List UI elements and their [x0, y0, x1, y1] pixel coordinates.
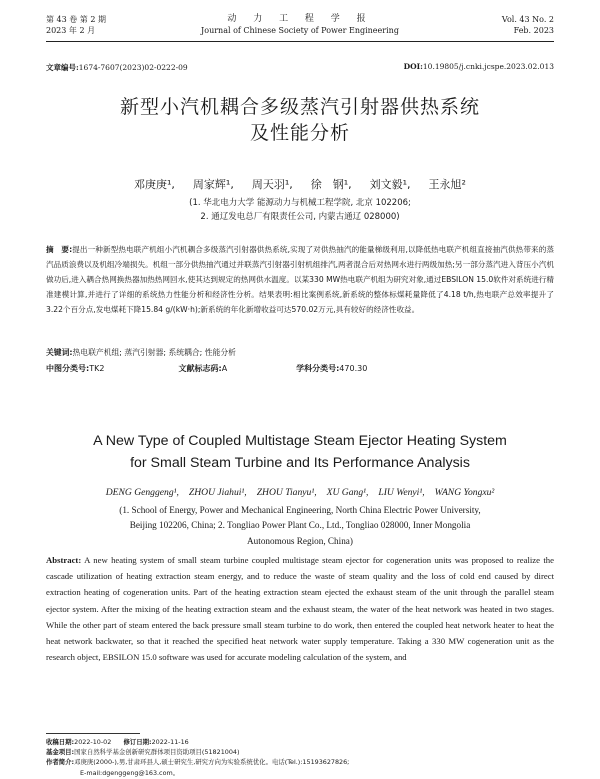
header-rule	[46, 41, 554, 42]
chinese-abstract	[46, 242, 554, 317]
author: 刘文毅¹,	[369, 178, 411, 191]
abstract-label: Abstract:	[46, 555, 82, 565]
author: 周天羽¹,	[251, 178, 293, 191]
author: LIU Wenyi¹,	[378, 487, 425, 498]
english-title: A New Type of Coupled Multistage Steam Ejector Heating System for Small Steam Turbine and Its Performance Analysis	[93, 433, 507, 471]
chinese-authors	[46, 176, 554, 192]
author: 王永旭²	[428, 178, 466, 191]
author: 周家辉¹,	[192, 178, 234, 191]
author: 徐 钢¹,	[310, 178, 352, 191]
author: ZHOU Tianyu¹,	[256, 487, 317, 498]
volume-issue-en: Vol. 43 No. 2 Feb. 2023	[501, 15, 554, 35]
author: 邓庚庚¹,	[134, 178, 175, 191]
running-header	[46, 14, 554, 42]
abstract-text: 提出一种新型热电联产机组小汽机耦合多级蒸汽引射器供热系统,实现了对供热抽汽的能量梯级利用,以降低热电联产机组直接抽汽供热带来的蒸汽品质浪费以及机组冷端损失。机组一部分供热抽汽通过并联蒸汽引射器引射机组排汽,两者混合后对热网水进行两级加热;另一部分蒸汽进入背压小汽机做功后,进入耦合热网换热器加热热网回水,使其达到规定的热网供水温度。以某330 MW热电联产机组为研究对象,通过EBSILON 15.0软件对系统进行精准建模计算,并进行了详细的系统热力性能分析和经济性分析。结果表明:相比案例系统,新系统的整体标煤耗量降低了4.18 t/h,热电联产总效率提升了3.22个百分点,发电煤耗下降15.84 g/(kW·h);新系统的年化新增收益可达570.02万元,具有较好的经济性收益。	[46, 245, 554, 314]
classification-line	[46, 363, 554, 374]
article-number: 文章编号:1674-7607(2023)02-0222-09	[46, 63, 188, 72]
author: ZHOU Jiahui¹,	[188, 487, 247, 498]
author: XU Gang¹,	[326, 487, 369, 498]
chinese-affiliations: (1. 华北电力大学 能源动力与机械工程学院, 北京 102206; 2. 通辽发电总厂有限责任公司, 内蒙古通辽 028000)	[189, 198, 411, 222]
author: DENG Genggeng¹,	[105, 487, 179, 498]
subject-code: 学科分类号:470.30	[296, 364, 368, 373]
doi[interactable]: DOI:10.19805/j.cnki.jcspe.2023.02.013	[403, 62, 554, 71]
footnote: 收稿日期:2022-10-02 修订日期:2022-11-16 基金项目:国家自然科学基金创新研究群体项目资助项目(51821004) 作者简介:邓庚庚(2000-),男,甘肃环县人,硕士研究生,研究方向为实验系统优化。电话(Tel.):15193627826; E-mail:dgenggeng@163.com。	[46, 737, 554, 778]
footnote-rule	[46, 733, 140, 734]
english-abstract	[46, 552, 554, 665]
chinese-keywords: 关键词:热电联产机组; 蒸汽引射器; 系统耦合; 性能分析	[46, 348, 236, 357]
abstract-label: 摘 要:	[46, 245, 73, 254]
clc-number: 中图分类号:TK2	[46, 364, 105, 373]
english-authors	[40, 487, 560, 498]
chinese-title: 新型小汽机耦合多级蒸汽引射器供热系统 及性能分析	[119, 96, 480, 144]
author-email[interactable]: E-mail:dgenggeng@163.com。	[80, 768, 180, 777]
english-affiliations: (1. School of Energy, Power and Mechanical Engineering, North China Electric Power University, Beijing 102206, China; 2. Tongliao Power Plant Co., Ltd., Tongliao 028000, Inner Mongolia Autonomous Region, China)	[119, 505, 481, 546]
abstract-text: A new heating system of small steam turbine coupled multistage steam ejector for cogeneration units was proposed to realize the cascade utilization of heating extraction steam energy, and to reduce the waste of steam quality and the loss of cold end caused by direct extraction heating of cogeneration units. Part of the heating extraction steam ejected the exhaust steam of the unit through the parallel steam ejector system. After the mixing of the heating extraction steam and the exhaust steam, the water of the heat network was heated in two stages. While the other part of steam entered the back pressure small steam turbine to do work, then entered the coupled heat network heater to heat the heat network backwater, so that it reached the specified heat network water supply temperature. Taking a 330 MW cogeneration unit as the research object, EBSILON 15.0 software was used for accurate modeling calculation of the system, and	[46, 555, 554, 663]
journal-name: 动 力 工 程 学 报 Journal of Chinese Society of Power Engineering	[201, 14, 399, 35]
document-code: 文献标志码:A	[178, 364, 228, 373]
author: WANG Yongxu²	[434, 487, 495, 498]
volume-issue: 第 43 卷 第 2 期 2023 年 2 月	[46, 15, 106, 35]
